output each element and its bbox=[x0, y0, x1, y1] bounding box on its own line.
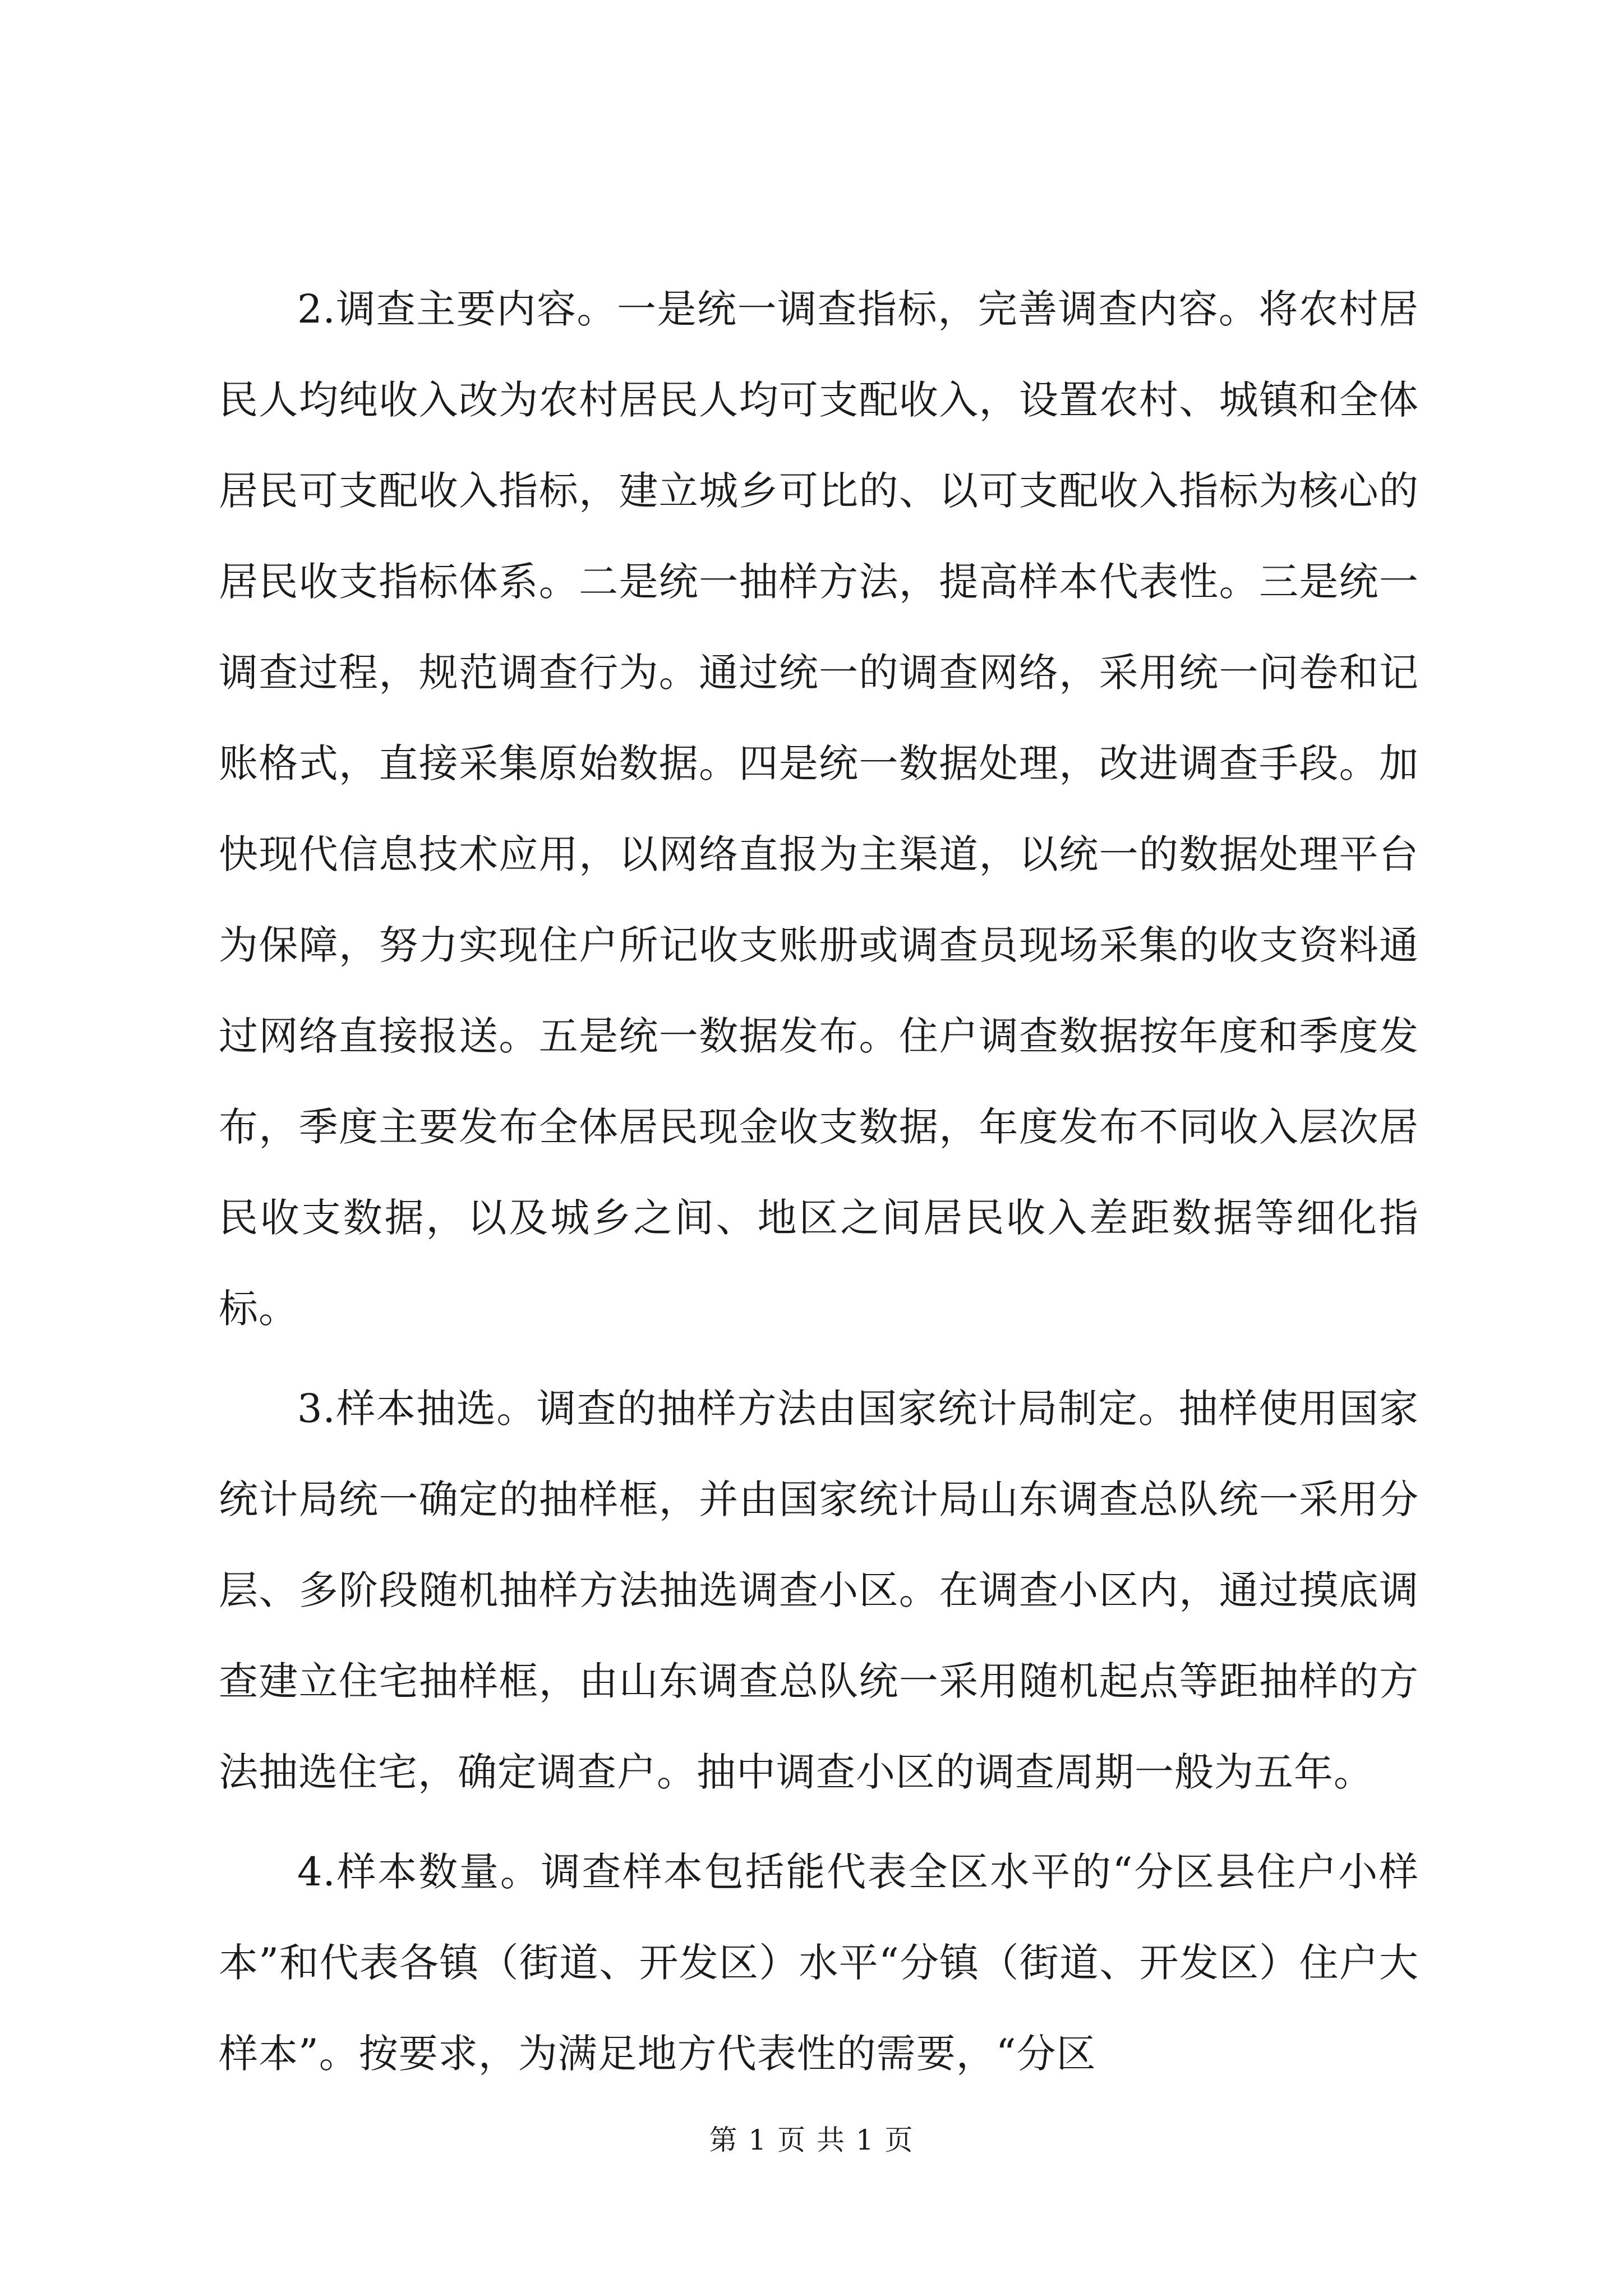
page-footer: 第 1 页 共 1 页 bbox=[709, 2124, 914, 2156]
paragraph-survey-content: 2.调查主要内容。一是统一调查指标，完善调查内容。将农村居民人均纯收入改为农村居民人均可支配收入，设置农村、城镇和全体居民可支配收入指标，建立城乡可比的、以可支配收入指标为核心的居民收支指标体系。二是统一抽样方法，提高样本代表性。三是统一调查过程，规范调查行为。通过统一的调查网络，采用统一问卷和记账格式，直接采集原始数据。四是统一数据处理，改进调查手段。加快现代信息技术应用，以网络直报为主渠道，以统一的数据处理平台为保障，努力实现住户所记收支账册或调查员现场采集的收支资料通过网络直接报送。五是统一数据发布。住户调查数据按年度和季度发布，季度主要发布全体居民现金收支数据，年度发布不同收入层次居民收支数据，以及城乡之间、地区之间居民收入差距数据等细化指标。 bbox=[219, 286, 1419, 1332]
paragraph-sample-size: 4.样本数量。调查样本包括能代表全区水平的“分区县住户小样本”和代表各镇（街道、开发区）水平“分镇（街道、开发区）住户大样本”。按要求，为满足地方代表性的需要，“分区 bbox=[219, 1849, 1419, 2077]
paragraph-sample-selection: 3.样本抽选。调查的抽样方法由国家统计局制定。抽样使用国家统计局统一确定的抽样框，并由国家统计局山东调查总队统一采用分层、多阶段随机抽样方法抽选调查小区。在调查小区内，通过摸底调查建立住宅抽样框，由山东调查总队统一采用随机起点等距抽样的方法抽选住宅，确定调查户。抽中调查小区的调查周期一般为五年。 bbox=[219, 1386, 1419, 1795]
document-body bbox=[219, 264, 1419, 2099]
